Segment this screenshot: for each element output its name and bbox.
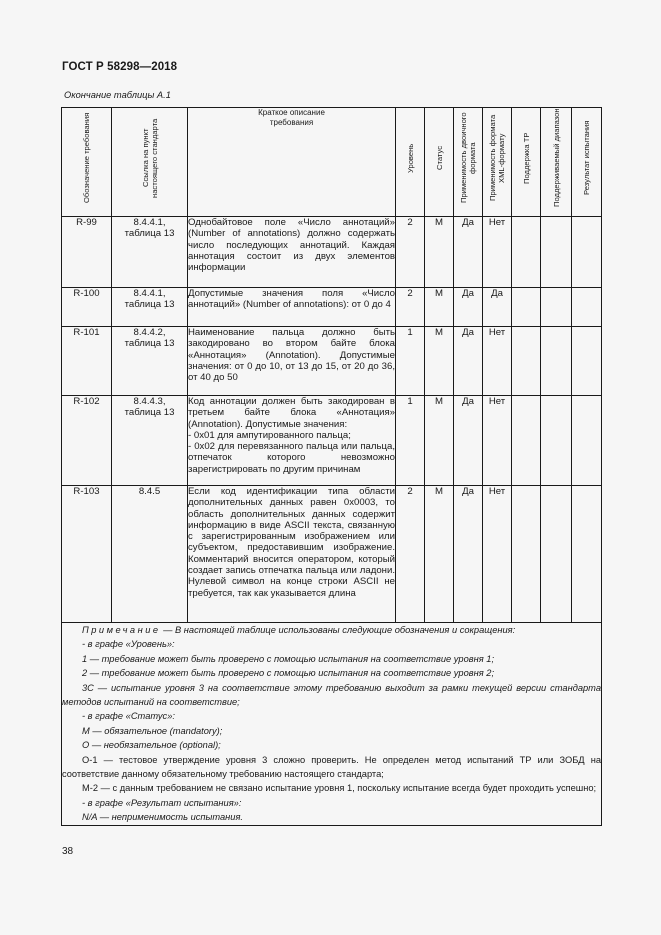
cell-level: 2 (396, 486, 425, 623)
cell-status: М (425, 217, 454, 288)
cell-desc: Допустимые значения поля «Число аннотаций» (Number of annotations): от 0 до 4 (188, 288, 396, 327)
cell-ref: 8.4.4.2, таблица 13 (112, 327, 188, 396)
cell-range (541, 327, 572, 396)
note-line: 1 — требование может быть проверено с помощью испытания на соответствие уровня 1; (82, 653, 495, 664)
cell-level: 2 (396, 217, 425, 288)
col-header-desc: Краткое описание требования (188, 108, 396, 217)
cell-range (541, 217, 572, 288)
cell-xml: Нет (483, 217, 512, 288)
cell-id: R-100 (62, 288, 112, 327)
cell-binary: Да (454, 327, 483, 396)
col-header-result: Результат испытания (572, 108, 602, 217)
cell-binary: Да (454, 396, 483, 486)
cell-range (541, 396, 572, 486)
cell-id: R-101 (62, 327, 112, 396)
col-header-binary: Применимость двоичного формата (454, 108, 483, 217)
table-notes (62, 623, 602, 826)
cell-xml: Нет (483, 327, 512, 396)
table-row (62, 327, 602, 396)
document-header: ГОСТ Р 58298—2018 (62, 61, 178, 73)
cell-range (541, 486, 572, 623)
cell-binary: Да (454, 217, 483, 288)
cell-result (572, 288, 602, 327)
cell-tp (512, 288, 541, 327)
cell-tp (512, 327, 541, 396)
note-line: - в графе «Статус»: (82, 711, 175, 722)
col-header-level: Уровень (396, 108, 425, 217)
cell-binary: Да (454, 288, 483, 327)
col-header-range: Поддерживаемый диапазон (541, 108, 572, 217)
cell-desc: Однобайтовое поле «Число аннотаций» (Number of annotations) должно содержать число последующих аннотаций. Каждая аннотация состоит из двух элементов информации (188, 217, 396, 288)
table-row (62, 217, 602, 288)
note-line: 2 — требование может быть проверено с помощью испытания на соответствие уровня 2; (82, 668, 495, 679)
cell-desc: Если код идентификации типа области дополнительных данных равен 0x0003, то область дополнительных данных содержит информацию в виде ASCII текста, связанную с зарегистрированным изображением или субъектом, предоставившим изображение. Комментарий вносится оператором, который создает запись отпечатка пальца или ладони. Нулевой символ на конце строки ASCII не требуется, так как указывается длина (188, 486, 396, 623)
requirements-table (61, 107, 602, 826)
cell-level: 1 (396, 396, 425, 486)
cell-tp (512, 486, 541, 623)
cell-id: R-103 (62, 486, 112, 623)
table-row (62, 486, 602, 623)
cell-result (572, 396, 602, 486)
cell-level: 2 (396, 288, 425, 327)
cell-ref: 8.4.4.1, таблица 13 (112, 288, 188, 327)
cell-result (572, 327, 602, 396)
note-line: - в графе «Результат испытания»: (82, 797, 242, 808)
cell-result (572, 217, 602, 288)
cell-status: М (425, 288, 454, 327)
cell-status: М (425, 327, 454, 396)
notes-intro: Примечание — В настоящей таблице использованы следующие обозначения и сокращения: (82, 625, 516, 635)
note-line: О — необязательное (optional); (82, 740, 221, 751)
cell-status: М (425, 486, 454, 623)
col-header-id: Обозначение требования (62, 108, 112, 217)
note-line: М-2 — с данным требованием не связано испытание уровня 1, поскольку испытание всегда будет проходить успешно; (82, 783, 597, 794)
cell-xml: Да (483, 288, 512, 327)
col-header-tp: Поддержка ТР (512, 108, 541, 217)
cell-id: R-102 (62, 396, 112, 486)
note-line: 3С — испытание уровня 3 на соответствие этому требованию выходит за рамки текущей версии стандарта методов испытаний на соответствие; (62, 682, 601, 708)
page-number: 38 (62, 846, 74, 857)
table-row (62, 288, 602, 327)
note-line: О-1 — тестовое утверждение уровня 3 сложно проверить. Не определен метод испытаний ТР или ЗОБД на соответствие данному обязательному требованию настоящего стандарта; (62, 754, 601, 780)
cell-tp (512, 396, 541, 486)
cell-desc: Код аннотации должен быть закодирован в третьем байте блока «Аннотация» (Annotation). Допустимые значения: - 0x01 для ампутированного пальца; - 0x02 для перевязанного пальца или пальца, отпечаток которого невозможно зарегистрировать по другим причинам (188, 396, 396, 486)
col-header-ref: Ссылка на пункт настоящего стандарта (112, 108, 188, 217)
cell-level: 1 (396, 327, 425, 396)
cell-result (572, 486, 602, 623)
cell-tp (512, 217, 541, 288)
table-caption: Окончание таблицы А.1 (64, 90, 171, 100)
cell-range (541, 288, 572, 327)
note-line: N/A — неприменимость испытания. (82, 812, 244, 823)
notes-row (62, 623, 602, 826)
cell-ref: 8.4.4.3, таблица 13 (112, 396, 188, 486)
col-header-xml: Применимость формата XML-формату (483, 108, 512, 217)
cell-binary: Да (454, 486, 483, 623)
cell-id: R-99 (62, 217, 112, 288)
table-header-row (62, 108, 602, 217)
table-row (62, 396, 602, 486)
cell-status: М (425, 396, 454, 486)
cell-xml: Нет (483, 486, 512, 623)
cell-ref: 8.4.5 (112, 486, 188, 623)
cell-desc: Наименование пальца должно быть закодировано во втором байте блока «Аннотация» (Annotation). Допустимые значения: от 0 до 10, от 13 до 15, от 20 до 36, от 40 до 50 (188, 327, 396, 396)
note-line: - в графе «Уровень»: (82, 639, 175, 650)
col-header-status: Статус (425, 108, 454, 217)
cell-ref: 8.4.4.1, таблица 13 (112, 217, 188, 288)
note-line: М — обязательное (mandatory); (82, 725, 223, 736)
cell-xml: Нет (483, 396, 512, 486)
